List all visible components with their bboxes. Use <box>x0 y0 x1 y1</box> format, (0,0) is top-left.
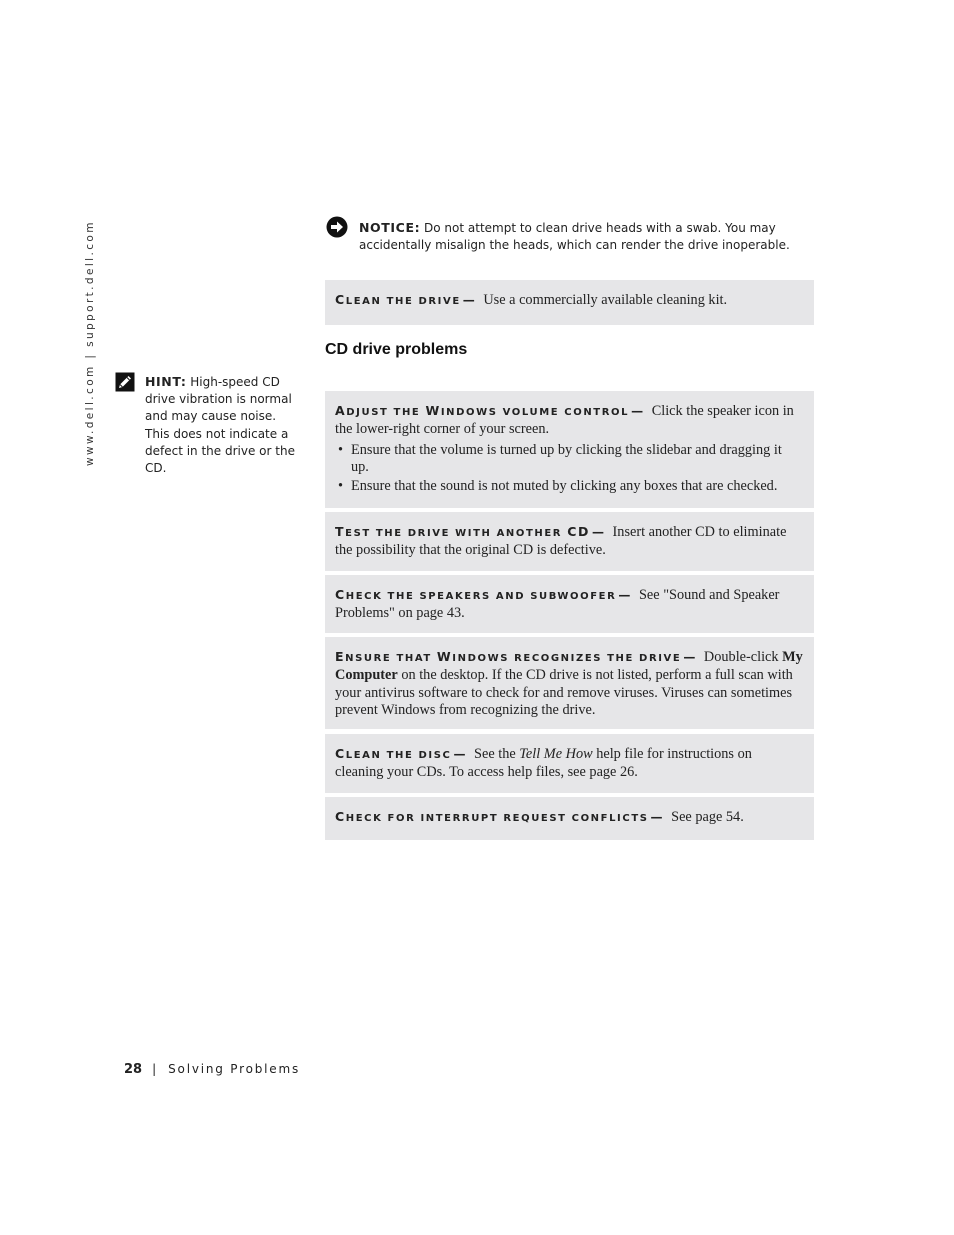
clean-drive-text: Use a commercially available cleaning kit. <box>483 292 728 308</box>
check-speakers-box <box>325 575 814 633</box>
adjust-volume-box <box>325 391 814 508</box>
clean-drive-box <box>325 280 814 325</box>
heading-dash: — <box>650 810 663 824</box>
ensure-windows-heading: ENSURE THAT WINDOWS RECOGNIZES THE DRIVE <box>335 649 682 664</box>
clean-disc-box <box>325 734 814 793</box>
list-item: • Ensure that the sound is not muted by clicking any boxes that are checked. <box>335 478 803 495</box>
irq-heading: CHECK FOR INTERRUPT REQUEST CONFLICTS <box>335 809 649 824</box>
test-drive-text: Insert another CD to eliminate the possibility that the original CD is defective. <box>335 524 787 559</box>
notice-arrow-icon <box>326 216 348 238</box>
hint-block <box>115 372 300 477</box>
adjust-volume-heading: ADJUST THE WINDOWS VOLUME CONTROL <box>335 403 630 418</box>
hint-text: High-speed CD drive vibration is normal and may cause noise. This does not indicate a defect in the drive or the CD. <box>145 375 295 476</box>
heading-dash: — <box>462 293 475 307</box>
tell-me-how-term: Tell Me How <box>519 746 593 762</box>
heading-dash: — <box>618 588 631 602</box>
adjust-volume-text: Click the speaker icon in the lower-right corner of your screen. <box>335 403 794 438</box>
ensure-windows-text-pre: Double-click <box>703 649 779 665</box>
check-speakers-heading: CHECK THE SPEAKERS AND SUBWOOFER <box>335 587 617 602</box>
clean-disc-text-post: help file for instructions on cleaning your CDs. To access help files, see page 26. <box>335 746 752 781</box>
notice-block <box>326 216 806 254</box>
footer-separator: | <box>152 1062 157 1076</box>
test-drive-box <box>325 512 814 571</box>
list-item: • Ensure that the volume is turned up by clicking the slidebar and dragging it up. <box>335 442 803 477</box>
page-footer <box>124 1062 300 1077</box>
test-drive-heading: TEST THE DRIVE WITH ANOTHER CD <box>335 524 590 539</box>
page-number: 28 <box>124 1062 143 1077</box>
heading-dash: — <box>631 404 644 418</box>
notice-text: Do not attempt to clean drive heads with a swab. You may accidentally misalign the heads, which can render the drive inoperable. <box>359 221 790 252</box>
clean-disc-text-pre: See the <box>474 746 516 762</box>
ensure-windows-box <box>325 637 814 729</box>
section-title: CD drive problems <box>325 341 468 358</box>
heading-dash: — <box>453 747 466 761</box>
heading-dash: — <box>683 650 696 664</box>
irq-text: See page 54. <box>671 809 744 825</box>
clean-disc-heading: CLEAN THE DISC <box>335 746 452 761</box>
my-computer-term: My Computer <box>335 649 803 684</box>
notice-label: NOTICE: <box>359 220 421 235</box>
sidebar-url: www.dell.com | support.dell.com <box>84 220 96 466</box>
hint-label: HINT: <box>145 374 187 389</box>
clean-drive-heading: CLEAN THE DRIVE <box>335 292 461 307</box>
heading-dash: — <box>591 525 604 539</box>
check-speakers-text: See "Sound and Speaker Problems" on page 43. <box>335 587 780 622</box>
irq-box <box>325 797 814 840</box>
ensure-windows-text-post: on the desktop. If the CD drive is not listed, perform a full scan with your antivirus software to check for and remove viruses. Viruses can sometimes prevent Windows from recognizing the drive. <box>335 667 793 718</box>
chapter-title: Solving Problems <box>168 1062 301 1076</box>
pencil-icon <box>115 372 135 392</box>
adjust-volume-list <box>335 442 803 496</box>
